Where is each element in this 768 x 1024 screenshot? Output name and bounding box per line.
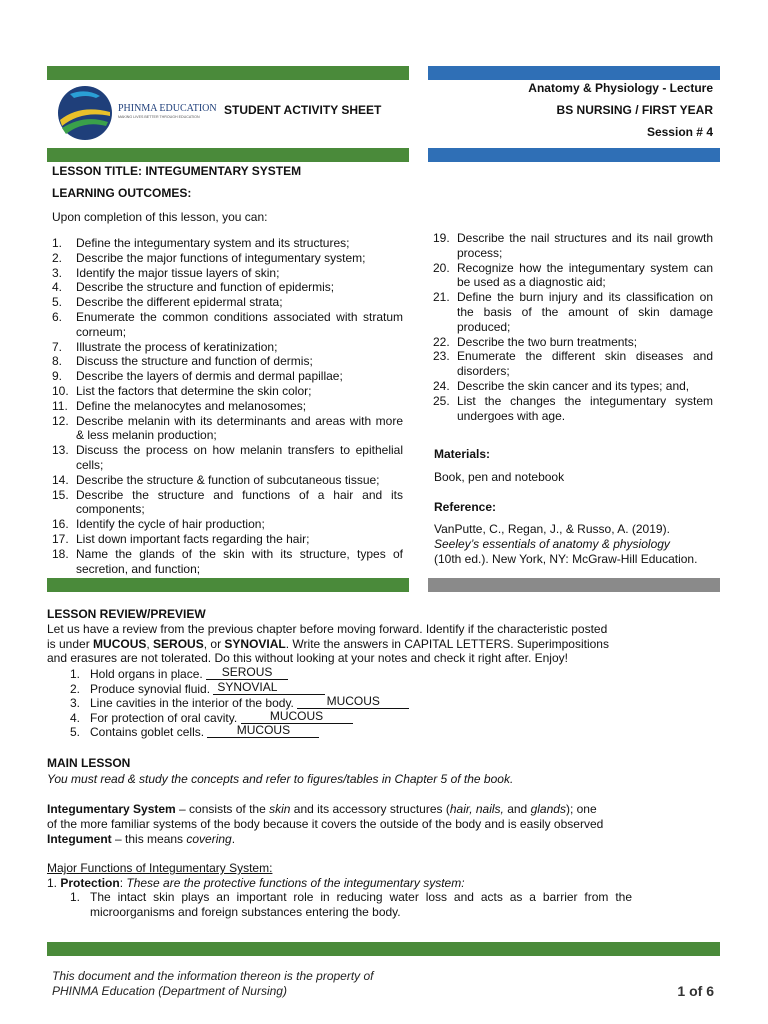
outcome-text: List down important facts regarding the hair; (76, 531, 310, 546)
review-line-3: and erasures are not tolerated. Do this without looking at your notes and check it right after. Enjoy! (47, 651, 568, 666)
learning-outcomes-heading: LEARNING OUTCOMES: (52, 186, 192, 200)
outcome-text: Define the integumentary system and its structures; (76, 236, 350, 250)
learning-outcome-item (52, 295, 403, 310)
session-number: Session # 4 (646, 125, 713, 139)
logo-tagline: MAKING LIVES BETTER THROUGH EDUCATION (118, 115, 200, 119)
outcome-number: 25. (433, 393, 450, 408)
phinma-logo-icon (56, 84, 114, 142)
outcome-number: 22. (433, 334, 450, 349)
definition-text: ); one (565, 802, 597, 816)
outcome-text: Describe the structure and functions of a hair and its components; (76, 487, 403, 517)
outcome-number: 20. (433, 260, 450, 275)
outcome-number: 23. (433, 349, 450, 364)
outcome-text: Describe the two burn treatments; (457, 334, 638, 349)
materials-heading: Materials: (434, 447, 491, 461)
outcome-number: 24. (433, 378, 450, 393)
learning-outcome-item (52, 414, 403, 444)
outcome-text: Describe the different epidermal strata; (76, 295, 283, 310)
learning-outcome-item (433, 379, 713, 394)
outcome-number: 11. (52, 398, 68, 413)
item-text: Line cavities in the interior of the body. (90, 696, 294, 711)
definition-text: and (503, 802, 531, 816)
outcome-number: 7. (52, 339, 63, 354)
function-protection (47, 876, 465, 891)
reference-book-title: Seeley’s essentials of anatomy & physiology (434, 537, 670, 551)
outcome-number: 17. (52, 531, 69, 546)
outcome-number: 18. (52, 546, 69, 561)
learning-outcomes-list-right (433, 231, 713, 423)
subitem-number: 1. (70, 890, 81, 904)
outcome-text: Enumerate the different skin diseases and disorders; (457, 349, 713, 379)
definition-text: . (231, 832, 236, 846)
main-lesson-subtitle: You must read & study the concepts and refer to figures/tables in Chapter 5 of the book. (47, 772, 514, 786)
outcome-text: Recognize how the integumentary system can be used as a diagnostic aid; (457, 260, 713, 290)
learning-outcome-item (52, 354, 403, 369)
footer-line-2: PHINMA Education (Department of Nursing) (52, 984, 287, 998)
lesson-title: LESSON TITLE: INTEGUMENTARY SYSTEM (52, 164, 302, 178)
learning-outcome-item (433, 394, 713, 424)
item-number: 4. (70, 710, 81, 725)
subitem-text: The intact skin plays an important role in reducing water loss and acts as a barrier from the microorganisms and foreign substances entering the body. (90, 890, 632, 919)
phinma-logo (56, 84, 216, 142)
learning-outcome-item (52, 532, 403, 547)
definition-text: – this means (111, 832, 187, 846)
outcome-number: 1. (52, 236, 63, 250)
outcome-text: Describe the skin cancer and its types; and, (457, 378, 690, 393)
functions-heading: Major Functions of Integumentary System: (47, 861, 273, 875)
answer-text: MUCOUS (269, 708, 324, 723)
learning-outcome-item (433, 335, 713, 350)
outcome-text: Define the melanocytes and melanosomes; (76, 398, 307, 413)
outcome-number: 21. (433, 290, 450, 305)
item-number: 3. (70, 696, 81, 711)
outcome-text: Define the burn injury and its classification on the basis of the amount of skin damage produced; (457, 290, 713, 334)
header-bar-left (47, 66, 409, 80)
outcome-text: Enumerate the common conditions associated with stratum corneum; (76, 309, 403, 339)
review-instructions (47, 622, 727, 666)
outcome-number: 16. (52, 517, 69, 532)
answer-blank[interactable] (206, 667, 288, 680)
learning-outcome-item (52, 310, 403, 340)
answer-text: MUCOUS (236, 723, 291, 738)
definition-line-1 (47, 802, 727, 817)
review-item (70, 696, 409, 711)
definition-line-2: of the more familiar systems of the body because it covers the outside of the body and is easily observed (47, 817, 604, 831)
learning-outcome-item (52, 236, 403, 251)
outcome-number: 13. (52, 443, 69, 458)
page-number: 1 of 6 (677, 983, 714, 999)
term-glands: glands (530, 802, 566, 816)
term-hair-nails: hair, nails, (449, 802, 504, 816)
answer-text: MUCOUS (326, 694, 380, 709)
definition-line-3 (47, 832, 727, 847)
header-bar-right (428, 66, 720, 80)
term-covering: covering (186, 832, 232, 846)
integumentary-definition (47, 802, 727, 847)
term-skin: skin (269, 802, 291, 816)
outcome-number: 10. (52, 383, 69, 398)
materials-text: Book, pen and notebook (434, 470, 565, 484)
outcome-text: Discuss the structure and function of dermis; (76, 354, 313, 369)
outcome-text: Describe the layers of dermis and dermal papillae; (76, 369, 343, 384)
main-lesson-heading: MAIN LESSON (47, 756, 131, 770)
learning-outcome-item (52, 251, 403, 266)
outcome-number: 14. (52, 472, 69, 487)
review-text: is under (47, 636, 94, 651)
item-text: Contains goblet cells. (90, 725, 205, 740)
outcome-text: Describe melanin with its determinants and areas with more & less melanin production; (76, 413, 403, 443)
learning-outcome-item (433, 231, 713, 261)
item-number: 2. (70, 681, 81, 696)
outcome-number: 4. (52, 280, 63, 295)
sheet-title: STUDENT ACTIVITY SHEET (224, 103, 382, 117)
outcome-number: 12. (52, 413, 69, 428)
choice-serous: SEROUS (153, 636, 204, 651)
outcome-text: Discuss the process on how melanin transfers to epithelial cells; (76, 443, 403, 472)
answer-text: SYNOVIAL (217, 679, 278, 694)
function-text: : (119, 876, 127, 890)
column-bottom-bar-right (428, 578, 720, 592)
outcome-text: Identify the cycle of hair production; (76, 517, 265, 532)
outcome-text: Describe the structure and function of epidermis; (76, 280, 335, 295)
protection-subitem (70, 890, 632, 919)
item-text: Hold organs in place. (90, 667, 203, 681)
learning-outcome-item (52, 443, 403, 473)
item-number: 1. (70, 667, 81, 681)
header-bottom-bar-right (428, 148, 720, 162)
outcome-text: Describe the major functions of integumentary system; (76, 250, 366, 265)
review-line-1: Let us have a review from the previous chapter before moving forward. Identify if the characteristic posted (47, 622, 608, 636)
review-item (70, 725, 409, 740)
logo-text: PHINMA EDUCATION (118, 103, 217, 114)
reference-citation (434, 522, 697, 567)
outcome-number: 2. (52, 250, 63, 265)
outcome-text: List the factors that determine the skin color; (76, 383, 312, 398)
outcome-number: 9. (52, 369, 63, 384)
learning-outcome-item (52, 266, 403, 281)
choice-synovial: SYNOVIAL (224, 636, 286, 651)
footer-notice (52, 969, 374, 999)
review-text: , or (203, 636, 225, 651)
program-year: BS NURSING / FIRST YEAR (556, 103, 713, 117)
footer-line-1: This document and the information thereon is the property of (52, 969, 374, 983)
learning-outcome-item (52, 340, 403, 355)
outcome-text: Name the glands of the skin with its structure, types of secretion, and function; (76, 546, 403, 576)
reference-heading: Reference: (434, 500, 497, 514)
outcome-text: Illustrate the process of keratinization; (76, 339, 278, 354)
learning-outcome-item (52, 517, 403, 532)
review-items (70, 667, 409, 740)
outcome-number: 3. (52, 265, 63, 280)
item-text: Produce synovial fluid. (90, 681, 211, 696)
header-bottom-bar-left (47, 148, 409, 162)
learning-outcome-item (52, 547, 403, 577)
learning-outcome-item (52, 399, 403, 414)
function-title: Protection (60, 876, 120, 890)
function-description: These are the protective functions of the integumentary system: (126, 876, 465, 890)
definition-text: and its accessory structures ( (290, 802, 450, 816)
item-text: For protection of oral cavity. (90, 710, 238, 725)
outcome-number: 19. (433, 231, 450, 245)
answer-blank[interactable] (213, 679, 325, 695)
reference-line-3: (10th ed.). New York, NY: McGraw-Hill Education. (434, 552, 698, 566)
learning-outcome-item (433, 290, 713, 334)
outcome-text: List the changes the integumentary system undergoes with age. (457, 393, 713, 423)
course-name: Anatomy & Physiology - Lecture (528, 81, 713, 95)
footer-bar (47, 942, 720, 956)
outcome-number: 6. (52, 309, 63, 324)
learning-outcomes-intro: Upon completion of this lesson, you can: (52, 210, 268, 224)
term-integument: Integument (47, 832, 112, 846)
learning-outcome-item (433, 349, 713, 379)
answer-text: SEROUS (221, 665, 273, 679)
term-integumentary-system: Integumentary System (47, 802, 176, 816)
column-bottom-bar-left (47, 578, 409, 592)
outcome-text: Describe the nail structures and its nail growth process; (457, 231, 713, 260)
answer-blank[interactable] (297, 696, 409, 709)
outcome-text: Identify the major tissue layers of skin; (76, 265, 280, 280)
review-line-2 (47, 637, 727, 652)
reference-line-1: VanPutte, C., Regan, J., & Russo, A. (2019). (434, 522, 670, 536)
function-number: 1. (47, 876, 61, 890)
learning-outcome-item (52, 473, 403, 488)
outcome-number: 8. (52, 354, 63, 369)
answer-blank[interactable] (207, 725, 319, 738)
learning-outcome-item (52, 488, 403, 518)
learning-outcome-item (52, 384, 403, 399)
outcome-number: 5. (52, 295, 63, 310)
outcome-text: Describe the structure & function of subcutaneous tissue; (76, 472, 380, 487)
review-text: , (146, 636, 154, 651)
review-heading: LESSON REVIEW/PREVIEW (47, 607, 206, 621)
outcome-number: 15. (52, 487, 69, 502)
review-text: . Write the answers in CAPITAL LETTERS. Superimpositions (285, 636, 609, 651)
learning-outcome-item (52, 369, 403, 384)
answer-blank[interactable] (241, 708, 353, 724)
learning-outcome-item (433, 261, 713, 291)
learning-outcomes-list-left (52, 236, 403, 576)
item-number: 5. (70, 725, 81, 740)
definition-text: – consists of the (175, 802, 270, 816)
learning-outcome-item (52, 280, 403, 295)
choice-mucous: MUCOUS (93, 636, 147, 651)
